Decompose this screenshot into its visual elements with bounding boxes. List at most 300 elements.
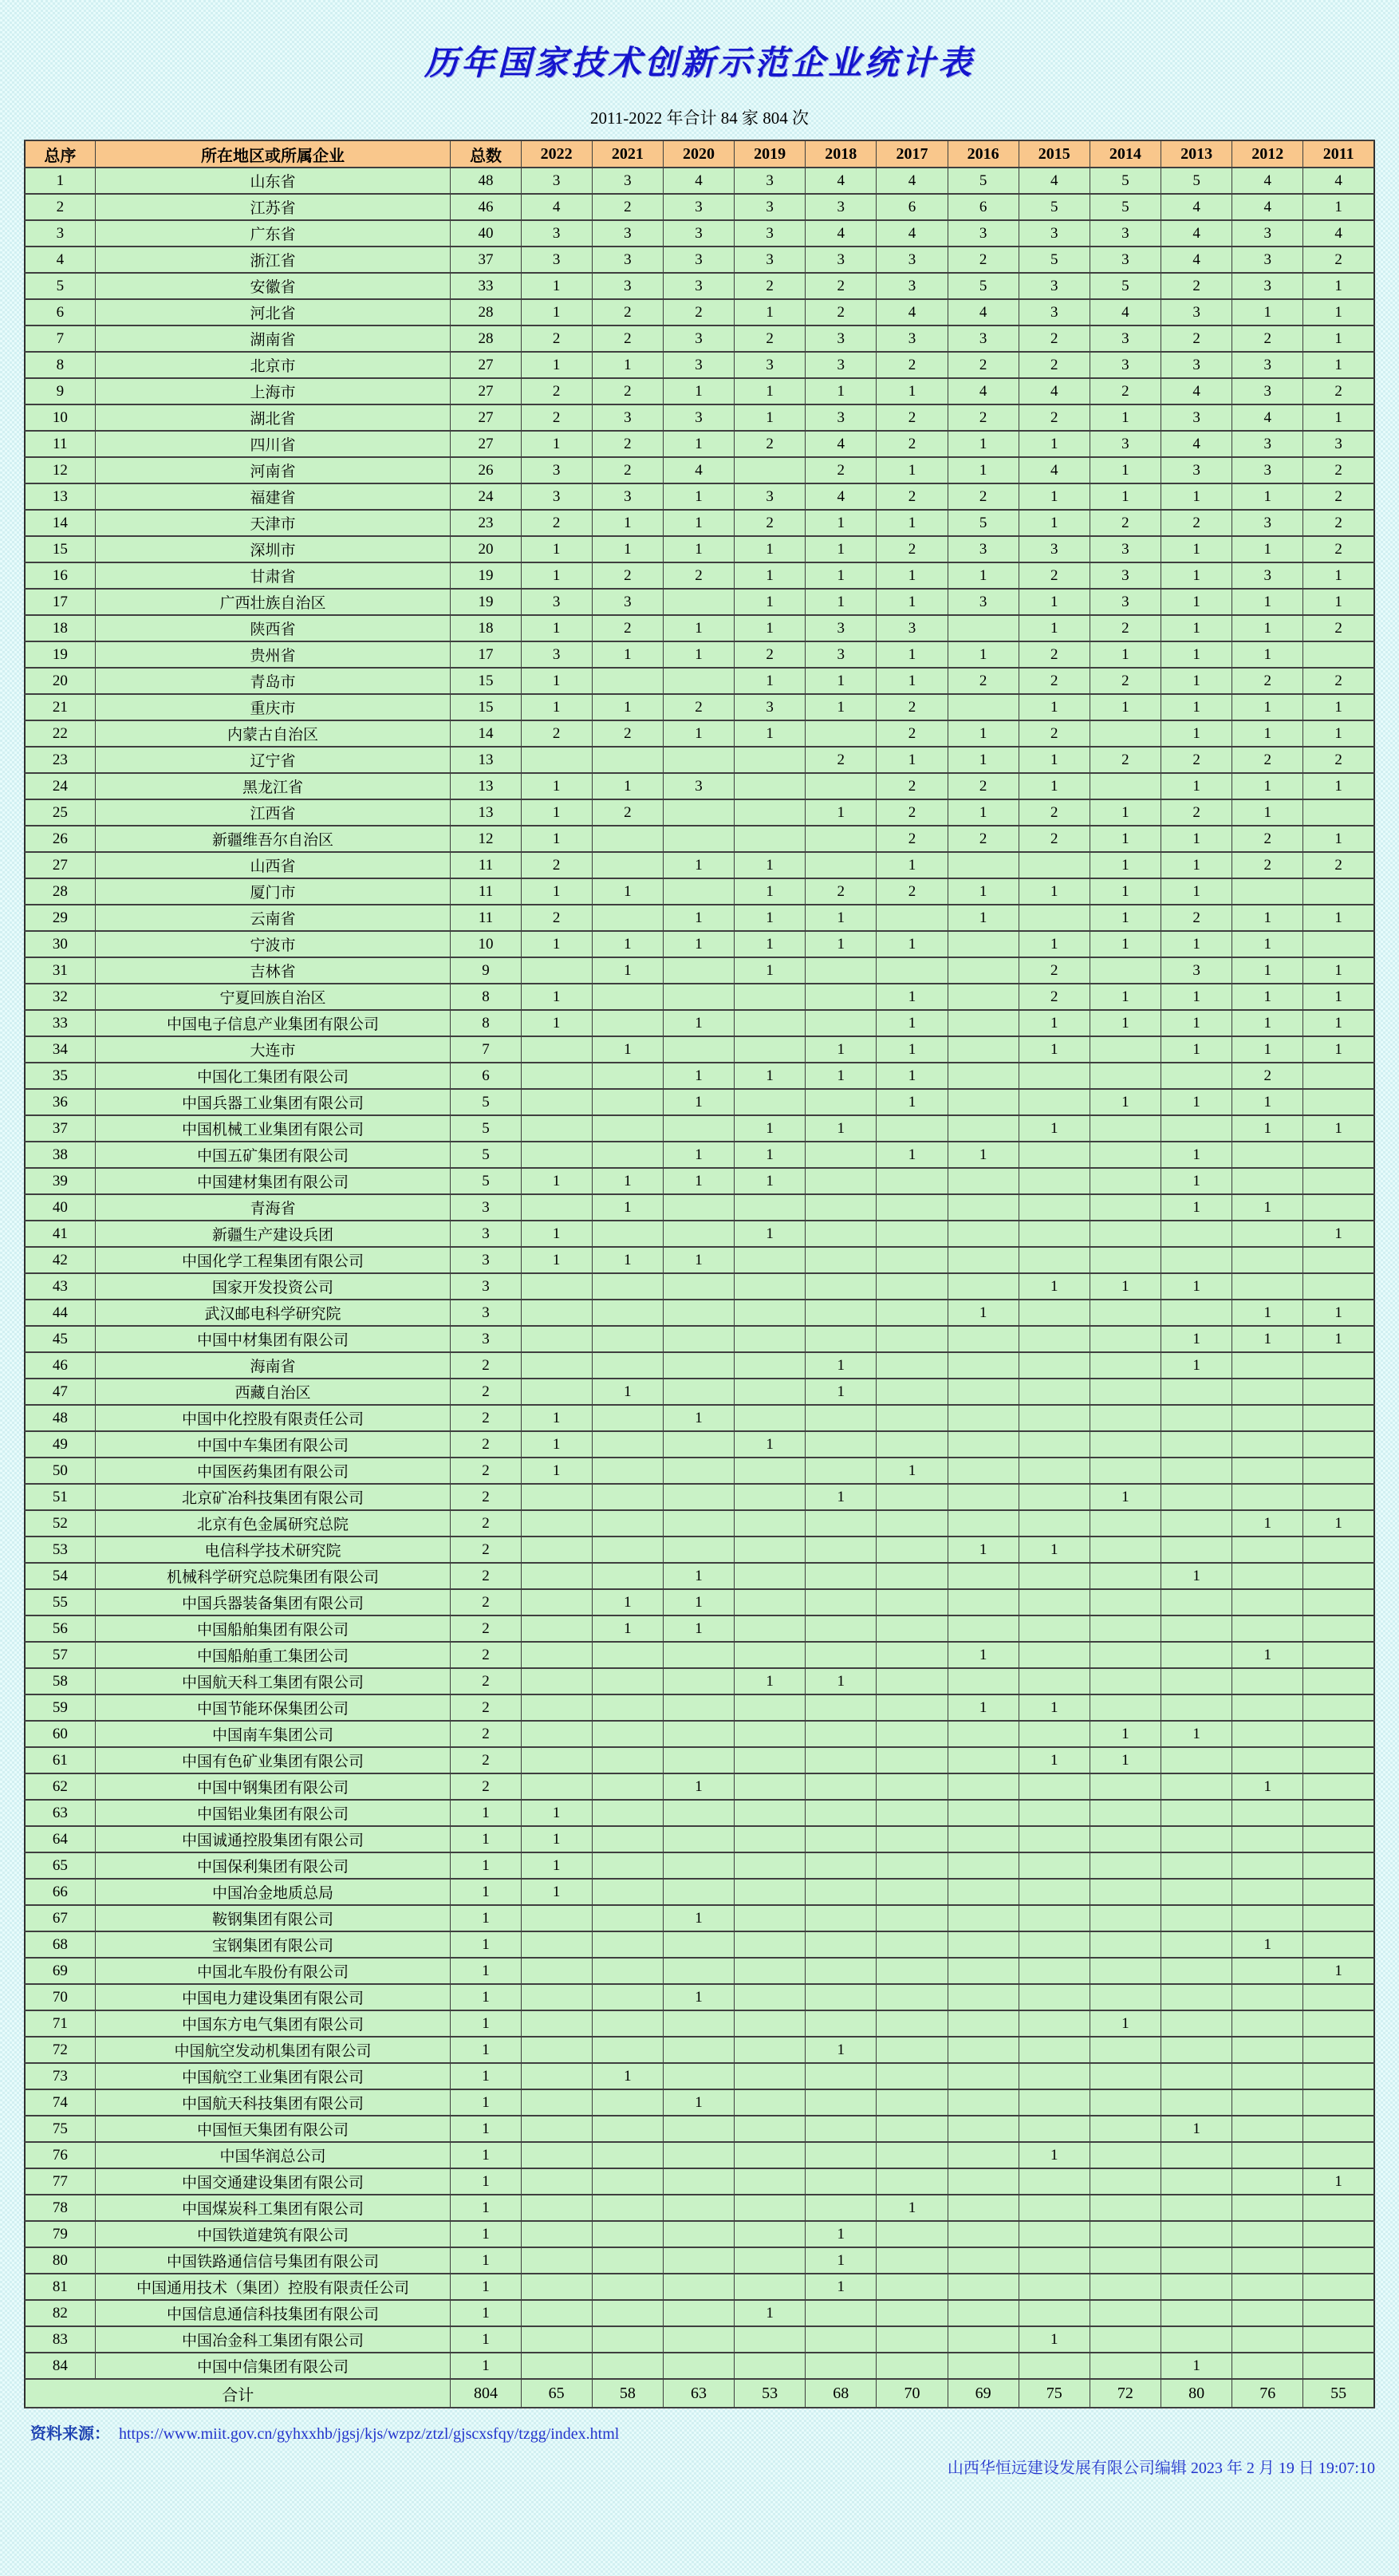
row-name: 大连市 [95, 1036, 451, 1063]
year-cell [1303, 1800, 1374, 1826]
table-row [25, 1694, 1374, 1721]
credit-line: 山西华恒远建设发展有限公司编辑 2023 年 2 月 19 日 19:07:10 [947, 2460, 1375, 2477]
year-cell: 5 [1090, 273, 1161, 299]
year-cell [1019, 1142, 1090, 1168]
table-row [25, 615, 1374, 641]
year-cell: 1 [1090, 905, 1161, 931]
year-cell [735, 1273, 806, 1300]
year-cell [663, 2063, 734, 2089]
table-row [25, 1221, 1374, 1247]
row-name: 中国机械工业集团有限公司 [95, 1115, 451, 1142]
year-cell [806, 1852, 877, 1879]
year-cell [1090, 2300, 1161, 2326]
year-cell [1232, 1247, 1303, 1273]
year-cell [1232, 2221, 1303, 2247]
row-name: 中国通用技术（集团）控股有限责任公司 [95, 2274, 451, 2300]
year-cell: 1 [521, 1879, 592, 1905]
table-row [25, 1431, 1374, 1458]
year-cell: 2 [1161, 747, 1232, 773]
row-name: 浙江省 [95, 247, 451, 273]
year-cell [663, 1537, 734, 1563]
year-cell [521, 1379, 592, 1405]
year-cell [521, 2116, 592, 2142]
table-row [25, 1668, 1374, 1694]
year-cell [663, 668, 734, 694]
year-cell: 1 [877, 2195, 948, 2221]
year-cell [948, 1405, 1019, 1431]
year-cell [806, 1800, 877, 1826]
year-cell: 1 [1232, 1194, 1303, 1221]
year-cell: 2 [806, 299, 877, 325]
year-cell: 1 [877, 852, 948, 878]
row-no: 41 [25, 1221, 95, 1247]
year-cell [806, 1642, 877, 1668]
year-cell: 1 [735, 562, 806, 589]
year-cell [663, 1642, 734, 1668]
year-cell: 1 [735, 378, 806, 404]
year-cell [877, 905, 948, 931]
year-cell: 1 [1090, 457, 1161, 483]
year-cell [663, 2353, 734, 2379]
year-cell: 1 [877, 747, 948, 773]
year-cell [735, 1352, 806, 1379]
year-cell: 1 [1090, 878, 1161, 905]
year-cell [735, 773, 806, 799]
year-cell: 1 [521, 352, 592, 378]
year-cell [592, 1773, 663, 1800]
year-cell [1232, 1484, 1303, 1510]
year-cell [1090, 1168, 1161, 1194]
row-name: 中国化学工程集团有限公司 [95, 1247, 451, 1273]
year-cell: 3 [521, 641, 592, 668]
year-cell: 1 [521, 431, 592, 457]
year-cell [877, 1247, 948, 1273]
year-cell: 2 [948, 773, 1019, 799]
year-cell [663, 799, 734, 826]
row-no: 84 [25, 2353, 95, 2379]
year-cell [1019, 852, 1090, 878]
year-cell [592, 984, 663, 1010]
year-cell: 3 [1232, 378, 1303, 404]
year-cell [1161, 2010, 1232, 2037]
year-cell [1090, 720, 1161, 747]
year-cell [663, 1431, 734, 1458]
total-row-label: 合计 [25, 2379, 451, 2408]
table-row [25, 668, 1374, 694]
total-year-cell: 70 [877, 2379, 948, 2408]
year-cell [521, 2037, 592, 2063]
year-cell [948, 1958, 1019, 1984]
year-cell: 1 [1161, 536, 1232, 562]
table-row [25, 852, 1374, 878]
header-cell-2: 总数 [451, 140, 521, 168]
year-cell: 1 [521, 668, 592, 694]
row-total: 2 [451, 1589, 521, 1615]
year-cell [521, 747, 592, 773]
year-cell [521, 1773, 592, 1800]
year-cell [1303, 1352, 1374, 1379]
year-cell: 1 [663, 1773, 734, 1800]
year-cell [521, 957, 592, 984]
year-cell [663, 2221, 734, 2247]
row-no: 45 [25, 1326, 95, 1352]
year-cell [1019, 1352, 1090, 1379]
year-cell [735, 1326, 806, 1352]
year-cell: 1 [663, 615, 734, 641]
year-cell [1303, 1142, 1374, 1168]
year-cell [877, 2221, 948, 2247]
row-no: 83 [25, 2326, 95, 2353]
year-cell [1019, 1431, 1090, 1458]
year-cell [806, 1826, 877, 1852]
year-cell: 1 [806, 536, 877, 562]
row-total: 5 [451, 1089, 521, 1115]
year-cell [877, 1958, 948, 1984]
year-cell [877, 2089, 948, 2116]
year-cell: 4 [1019, 457, 1090, 483]
year-cell: 1 [1161, 1010, 1232, 1036]
year-cell [1161, 1247, 1232, 1273]
header-cell-1: 所在地区或所属企业 [95, 140, 451, 168]
table-row [25, 2037, 1374, 2063]
year-cell: 1 [735, 1668, 806, 1694]
row-total: 2 [451, 1694, 521, 1721]
year-cell: 5 [948, 273, 1019, 299]
year-cell [1303, 1879, 1374, 1905]
row-name: 中国保利集团有限公司 [95, 1852, 451, 1879]
row-no: 79 [25, 2221, 95, 2247]
year-cell: 1 [877, 1089, 948, 1115]
year-cell: 2 [592, 325, 663, 352]
row-total: 20 [451, 536, 521, 562]
year-cell: 2 [1303, 747, 1374, 773]
year-cell: 1 [521, 1852, 592, 1879]
year-cell: 1 [1161, 1142, 1232, 1168]
year-cell: 4 [1232, 168, 1303, 194]
year-cell [1303, 931, 1374, 957]
year-cell [1161, 1931, 1232, 1958]
year-cell: 1 [1090, 483, 1161, 510]
year-cell [1090, 1668, 1161, 1694]
year-cell [735, 1800, 806, 1826]
year-cell [806, 1300, 877, 1326]
year-cell: 1 [1019, 1115, 1090, 1142]
row-total: 11 [451, 852, 521, 878]
year-cell: 2 [1161, 799, 1232, 826]
row-total: 15 [451, 668, 521, 694]
row-no: 66 [25, 1879, 95, 1905]
row-name: 电信科学技术研究院 [95, 1537, 451, 1563]
year-cell [948, 2326, 1019, 2353]
year-cell: 2 [1161, 905, 1232, 931]
year-cell: 1 [1303, 957, 1374, 984]
year-cell [1019, 1721, 1090, 1747]
year-cell: 1 [521, 694, 592, 720]
table-row [25, 1484, 1374, 1510]
year-cell: 3 [663, 325, 734, 352]
year-cell [521, 1694, 592, 1721]
row-no: 19 [25, 641, 95, 668]
total-year-cell: 75 [1019, 2379, 1090, 2408]
year-cell [877, 1537, 948, 1563]
table-row [25, 1300, 1374, 1326]
row-name: 中国诚通控股集团有限公司 [95, 1826, 451, 1852]
table-row [25, 1010, 1374, 1036]
year-cell: 4 [1161, 247, 1232, 273]
row-no: 56 [25, 1615, 95, 1642]
year-cell [948, 694, 1019, 720]
year-cell [735, 1826, 806, 1852]
year-cell [877, 2142, 948, 2168]
year-cell [1090, 1958, 1161, 1984]
year-cell: 1 [592, 957, 663, 984]
year-cell: 1 [1019, 1010, 1090, 1036]
table-row [25, 1352, 1374, 1379]
year-cell [806, 1905, 877, 1931]
year-cell: 1 [1019, 878, 1090, 905]
year-cell [806, 1773, 877, 1800]
row-total: 2 [451, 1537, 521, 1563]
year-cell: 2 [948, 483, 1019, 510]
row-total: 2 [451, 1773, 521, 1800]
year-cell [592, 2353, 663, 2379]
year-cell: 1 [1303, 299, 1374, 325]
year-cell [1161, 1879, 1232, 1905]
year-cell: 1 [1232, 1089, 1303, 1115]
year-cell: 1 [806, 2274, 877, 2300]
year-cell: 2 [521, 905, 592, 931]
year-cell: 3 [663, 273, 734, 299]
year-cell [735, 1984, 806, 2010]
year-cell [877, 1826, 948, 1852]
row-name: 中国中化控股有限责任公司 [95, 1405, 451, 1431]
year-cell [806, 1458, 877, 1484]
year-cell [663, 589, 734, 615]
year-cell [663, 1194, 734, 1221]
year-cell [948, 2010, 1019, 2037]
year-cell [1019, 1326, 1090, 1352]
row-total: 19 [451, 562, 521, 589]
year-cell [1090, 2116, 1161, 2142]
year-cell [1090, 1405, 1161, 1431]
year-cell [1232, 1458, 1303, 1484]
year-cell [663, 1931, 734, 1958]
year-cell: 2 [1090, 668, 1161, 694]
year-cell [1161, 2142, 1232, 2168]
year-cell: 1 [735, 615, 806, 641]
year-cell: 1 [735, 957, 806, 984]
row-no: 81 [25, 2274, 95, 2300]
table-row [25, 720, 1374, 747]
year-cell: 3 [806, 325, 877, 352]
header-cell-4: 2021 [592, 140, 663, 168]
year-cell [663, 1379, 734, 1405]
row-name: 安徽省 [95, 273, 451, 299]
row-no: 39 [25, 1168, 95, 1194]
row-name: 北京有色金属研究总院 [95, 1510, 451, 1537]
year-cell: 1 [735, 536, 806, 562]
row-name: 中国兵器工业集团有限公司 [95, 1089, 451, 1115]
year-cell: 1 [592, 931, 663, 957]
year-cell [735, 1694, 806, 1721]
year-cell: 1 [592, 352, 663, 378]
row-no: 34 [25, 1036, 95, 1063]
year-cell [877, 1747, 948, 1773]
row-no: 7 [25, 325, 95, 352]
year-cell [735, 1879, 806, 1905]
year-cell [521, 2247, 592, 2274]
year-cell [877, 957, 948, 984]
year-cell: 4 [1019, 168, 1090, 194]
year-cell: 2 [1090, 615, 1161, 641]
year-cell: 3 [1090, 325, 1161, 352]
year-cell: 1 [735, 668, 806, 694]
year-cell [948, 615, 1019, 641]
year-cell: 1 [1232, 931, 1303, 957]
year-cell [1019, 1879, 1090, 1905]
row-name: 四川省 [95, 431, 451, 457]
year-cell [1019, 1773, 1090, 1800]
row-total: 1 [451, 2353, 521, 2379]
year-cell: 1 [663, 931, 734, 957]
year-cell: 2 [1232, 668, 1303, 694]
table-row [25, 2142, 1374, 2168]
row-total: 8 [451, 984, 521, 1010]
subtitle: 2011-2022 年合计 84 家 804 次 [590, 108, 809, 128]
year-cell [1161, 1642, 1232, 1668]
year-cell: 3 [521, 168, 592, 194]
year-cell [948, 1563, 1019, 1589]
year-cell [592, 2300, 663, 2326]
year-cell [1019, 1484, 1090, 1510]
year-cell: 1 [1303, 589, 1374, 615]
table-row [25, 2353, 1374, 2379]
year-cell: 1 [521, 1221, 592, 1247]
year-cell: 1 [806, 905, 877, 931]
year-cell: 4 [948, 378, 1019, 404]
row-total: 26 [451, 457, 521, 483]
year-cell [592, 2221, 663, 2247]
year-cell: 1 [592, 2063, 663, 2089]
year-cell: 1 [1090, 404, 1161, 431]
year-cell: 2 [877, 773, 948, 799]
year-cell [948, 1036, 1019, 1063]
year-cell: 1 [948, 720, 1019, 747]
year-cell: 2 [1019, 720, 1090, 747]
year-cell [1019, 1931, 1090, 1958]
year-cell [806, 1615, 877, 1642]
year-cell: 1 [1161, 1326, 1232, 1352]
year-cell: 5 [1090, 194, 1161, 220]
row-name: 中国电子信息产业集团有限公司 [95, 1010, 451, 1036]
source-url-link[interactable]: https://www.miit.gov.cn/gyhxxhb/jgsj/kjs/wzpz/ztzl/gjscxsfqy/tzgg/index.html [119, 2425, 620, 2443]
year-cell [948, 1984, 1019, 2010]
year-cell: 2 [948, 404, 1019, 431]
year-cell [1090, 1589, 1161, 1615]
year-cell [1161, 2168, 1232, 2195]
year-cell [1161, 1747, 1232, 1773]
year-cell [1019, 1615, 1090, 1642]
year-cell: 3 [592, 273, 663, 299]
year-cell [1232, 2142, 1303, 2168]
row-name: 中国化工集团有限公司 [95, 1063, 451, 1089]
year-cell [735, 984, 806, 1010]
year-cell: 5 [1161, 168, 1232, 194]
year-cell: 3 [735, 483, 806, 510]
row-no: 76 [25, 2142, 95, 2168]
year-cell [663, 1694, 734, 1721]
year-cell [877, 1194, 948, 1221]
table-row [25, 2010, 1374, 2037]
year-cell [877, 1668, 948, 1694]
year-cell [948, 1484, 1019, 1510]
row-no: 63 [25, 1800, 95, 1826]
year-cell [1161, 1800, 1232, 1826]
year-cell [735, 2221, 806, 2247]
year-cell [948, 1931, 1019, 1958]
total-row [25, 2379, 1374, 2408]
year-cell: 2 [1303, 483, 1374, 510]
row-total: 1 [451, 2063, 521, 2089]
year-cell [521, 1589, 592, 1615]
year-cell [1232, 1668, 1303, 1694]
row-no: 49 [25, 1431, 95, 1458]
year-cell [806, 1958, 877, 1984]
year-cell: 1 [1019, 1273, 1090, 1300]
year-cell: 1 [521, 878, 592, 905]
year-cell [806, 2195, 877, 2221]
year-cell [1019, 1852, 1090, 1879]
year-cell: 2 [521, 378, 592, 404]
year-cell [521, 2168, 592, 2195]
year-cell: 2 [877, 694, 948, 720]
year-cell [877, 1273, 948, 1300]
year-cell [1232, 1405, 1303, 1431]
year-cell: 3 [1232, 247, 1303, 273]
year-cell [1019, 1063, 1090, 1089]
table-row [25, 1905, 1374, 1931]
year-cell: 1 [806, 1668, 877, 1694]
year-cell [592, 1721, 663, 1747]
year-cell: 1 [663, 1984, 734, 2010]
year-cell: 1 [735, 878, 806, 905]
year-cell [663, 747, 734, 773]
year-cell: 1 [1161, 1036, 1232, 1063]
year-cell: 1 [592, 510, 663, 536]
row-total: 1 [451, 2247, 521, 2274]
year-cell [948, 2089, 1019, 2116]
year-cell: 1 [806, 1036, 877, 1063]
row-no: 68 [25, 1931, 95, 1958]
year-cell [948, 2142, 1019, 2168]
year-cell: 3 [806, 194, 877, 220]
year-cell [1303, 1721, 1374, 1747]
year-cell: 1 [735, 1168, 806, 1194]
year-cell [806, 957, 877, 984]
year-cell [948, 1326, 1019, 1352]
row-name: 机械科学研究总院集团有限公司 [95, 1563, 451, 1589]
table-row [25, 247, 1374, 273]
table-row [25, 1589, 1374, 1615]
row-name: 中国交通建设集团有限公司 [95, 2168, 451, 2195]
year-cell [948, 1458, 1019, 1484]
year-cell [806, 2063, 877, 2089]
total-year-cell: 69 [948, 2379, 1019, 2408]
year-cell: 1 [592, 694, 663, 720]
table-row [25, 2326, 1374, 2353]
year-cell [1019, 1194, 1090, 1221]
year-cell [1090, 2274, 1161, 2300]
